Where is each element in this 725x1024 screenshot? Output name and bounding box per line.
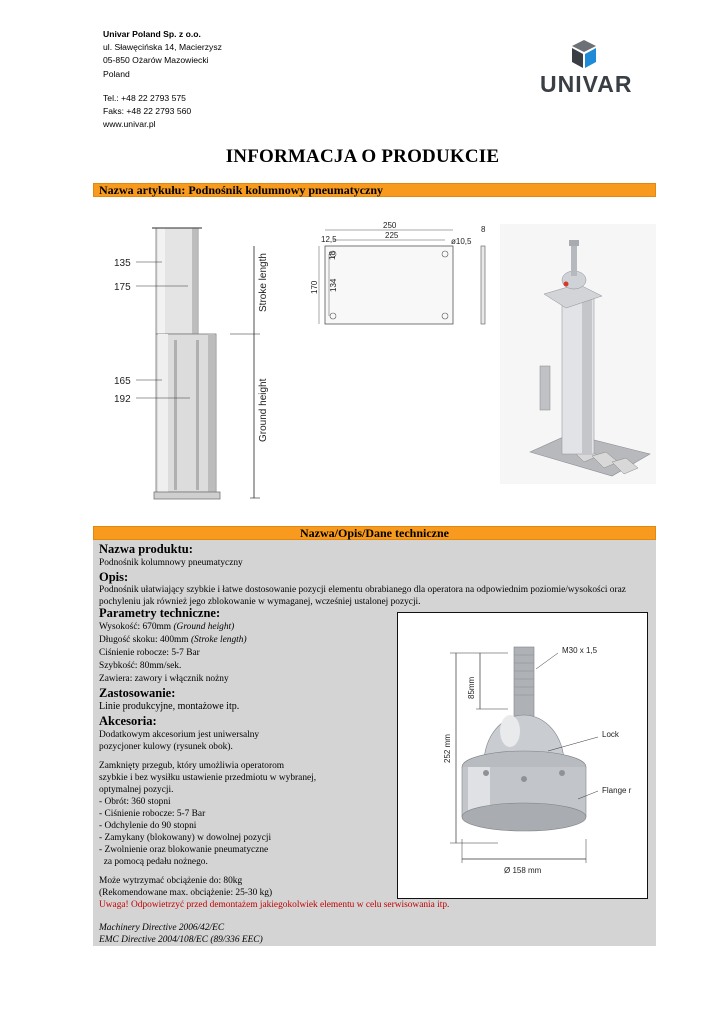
website-link[interactable]: www.univar.pl — [103, 119, 156, 130]
product-name-heading: Nazwa produktu: — [99, 542, 193, 556]
company-name: Univar Poland Sp. z o.o. — [103, 29, 201, 39]
cube-icon — [540, 38, 635, 72]
accessory-item: - Zwolnienie oraz blokowanie pneumatyczne — [99, 845, 269, 855]
accessory-item: - Odchylenie do 90 stopni — [99, 821, 197, 831]
fax: Faks: +48 22 2793 560 — [103, 106, 192, 117]
params-heading: Parametry techniczne: — [99, 606, 221, 620]
load-recommended: (Rekomendowane max. obciążenie: 25-30 kg) — [99, 888, 273, 898]
plate-dim-hole: ø10,5 — [451, 237, 472, 246]
description-line-2: pochyleniu jak również jego zblokowanie w wymaganej, wcześniej ustalonej pozycji. — [99, 597, 421, 607]
accessories-p1: Zamknięty przegub, który umożliwia operatorom — [99, 761, 285, 771]
directive-emc: EMC Directive 2004/108/EC (89/336 EEC) — [99, 935, 263, 945]
dim-192: 192 — [114, 394, 131, 405]
directive-machinery: Machinery Directive 2006/42/EC — [99, 923, 225, 933]
product-photo — [500, 224, 656, 484]
accessory-item: za pomocą pedału nożnego. — [99, 857, 208, 867]
base-plate-drawing — [305, 220, 495, 330]
application-text: Linie produkcyjne, montażowe itp. — [99, 701, 240, 712]
dim-252mm: 252 mm — [443, 734, 452, 763]
accessories-p2: szybkie i bez wysiłku ustawienie przedmiotu w wybranej, — [99, 773, 317, 783]
param-speed: Szybkość: 80mm/sek. — [99, 661, 182, 671]
accessories-heading: Akcesoria: — [99, 714, 157, 728]
dim-85mm: 85mm — [467, 676, 476, 699]
param-pressure: Ciśnienie robocze: 5-7 Bar — [99, 648, 200, 658]
plate-dim-8: 8 — [481, 225, 486, 234]
phone: Tel.: +48 22 2793 575 — [103, 92, 186, 103]
address-line-2: 05-850 Ożarów Mazowiecki — [103, 55, 209, 66]
warning-text: Uwaga! Odpowietrzyć przed demontażem jakiegokolwiek elementu w celu serwisowania itp. — [99, 900, 450, 910]
description-line-1: Podnośnik ułatwiający szybkie i łatwe dostosowanie pozycji elementu obrabianego dla operatora na odpowiednim poziomie/wysokości oraz — [99, 585, 626, 595]
dim-135: 135 — [114, 258, 131, 269]
thread-label: M30 x 1,5 — [562, 646, 598, 655]
company-address — [103, 28, 222, 131]
column-lift-drawing — [100, 222, 280, 512]
dim-175: 175 — [114, 282, 131, 293]
dim-158mm: Ø 158 mm — [504, 866, 542, 875]
ground-height-label: Ground height — [258, 378, 269, 442]
stroke-length-label: Stroke length — [258, 253, 269, 312]
accessory-item: - Obrót: 360 stopni — [99, 797, 171, 807]
ball-positioner-figure — [397, 612, 648, 899]
plate-dim-170: 170 — [310, 280, 319, 294]
lock-label: Lock — [602, 730, 619, 739]
accessory-item: - Zamykany (blokowany) w dowolnej pozycji — [99, 833, 272, 843]
accessories-intro-2: pozycjoner kulowy (rysunek obok). — [99, 742, 233, 752]
product-name: Podnośnik kolumnowy pneumatyczny — [99, 558, 243, 568]
dim-165: 165 — [114, 376, 131, 387]
section-bar: Nazwa/Opis/Dane techniczne — [93, 526, 656, 540]
accessories-intro-1: Dodatkowym akcesorium jest uniwersalny — [99, 730, 260, 740]
plate-dim-134: 134 — [329, 278, 338, 292]
plate-dim-12-5: 12,5 — [321, 235, 337, 244]
description-heading: Opis: — [99, 570, 129, 584]
accessory-item: - Ciśnienie robocze: 5-7 Bar — [99, 809, 206, 819]
address-line-1: ul. Sławęcińska 14, Macierzysz — [103, 42, 222, 53]
page-title: INFORMACJA O PRODUKCIE — [225, 146, 500, 167]
param-height: Wysokość: 670mm (Ground height) — [99, 622, 235, 632]
flange-label: Flange r — [602, 786, 632, 795]
article-name-bar: Nazwa artykułu: Podnośnik kolumnowy pneumatyczny — [93, 183, 656, 197]
plate-dim-18: 18 — [328, 251, 337, 260]
application-heading: Zastosowanie: — [99, 686, 176, 700]
plate-dim-250: 250 — [383, 221, 397, 230]
plate-dim-225: 225 — [385, 231, 399, 240]
logo-text: UNIVAR — [540, 71, 633, 97]
load-max: Może wytrzymać obciążenie do: 80kg — [99, 876, 243, 886]
param-valves: Zawiera: zawory i włącznik nożny — [99, 674, 229, 684]
param-stroke: Długość skoku: 400mm (Stroke length) — [99, 635, 247, 645]
accessories-p3: optymalnej pozycji. — [99, 785, 174, 795]
address-country: Poland — [103, 68, 130, 79]
